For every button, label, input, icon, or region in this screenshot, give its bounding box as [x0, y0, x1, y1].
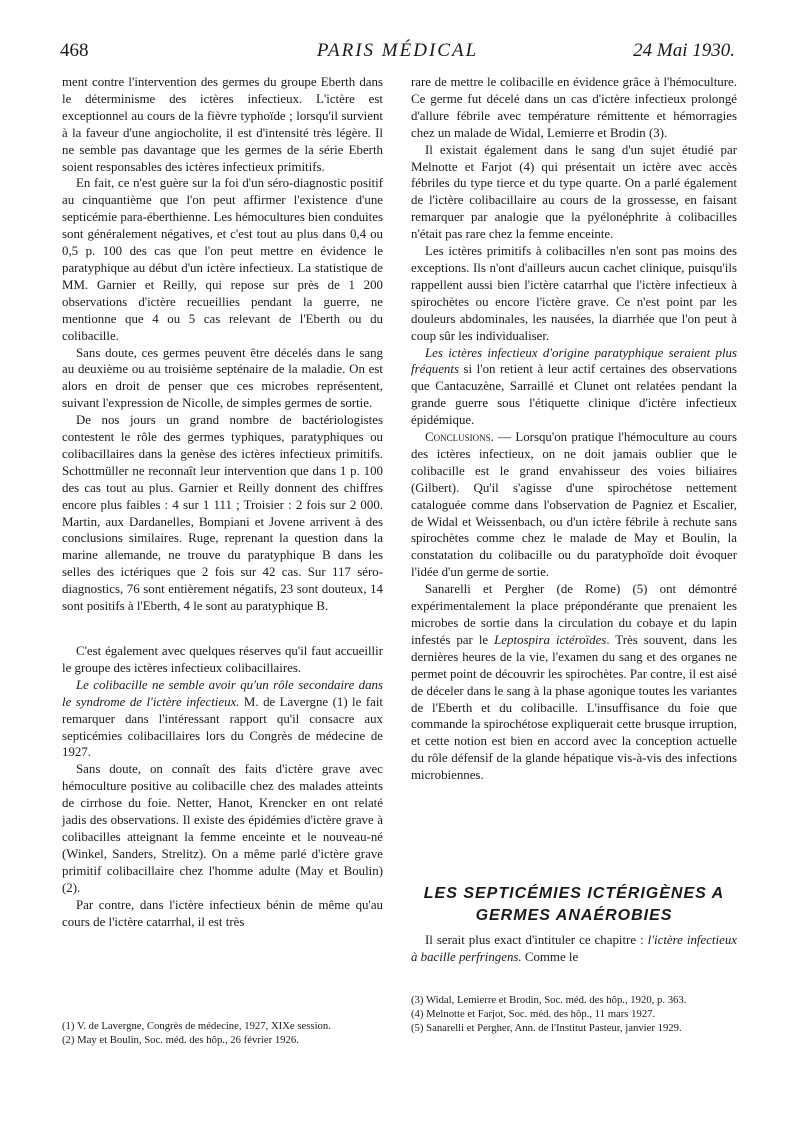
paragraph: Les ictères primitifs à colibacilles n'en sont pas moins des exceptions. Ils n'ont d'ailleurs aucun cachet clinique, puisqu'ils rappellent aussi bien l'ictère catarrhal que l'ictère infectieux à spirochètes ou encore l'ictère grave. Ce n'est point par les douleurs abdominales, les nausées, la diarrhée que l'on peut à coup sûr les individualiser. [411, 244, 737, 343]
paragraph-rest: M. de Lavergne (1) le fait remarquer dans l'intéressant rapport qu'il consacre aux septicémies colibacillaires lors du Congrès de médecine de 1927. [62, 694, 383, 760]
paragraph: Sans doute, on connaît des faits d'ictère grave avec hémoculture positive au colibacille chez des malades atteints de cirrhose du foie. Netter, Hanot, Krencker en ont relaté jadis des observations. Il existe des épidémies d'ictère grave à colibacilles atteignant la femme enceinte et le nouveau-né (Winkel, Sanders, Strelitz). On a même parlé d'ictère grave primitif colibacillaire chez l'homme adulte (May et Boulin) (2). [62, 762, 383, 895]
paragraph-rest: — Lorsqu'on pratique l'hémoculture au cours des ictères infectieux, on ne doit jamais oublier que le colibacille est le grand envahisseur des voies biliaires (Gilbert). Qu'il s'agisse d'une spirochétose nettement cataloguée comme dans l'observation de Pagniez et Escalier, de Widal et Weissenbach, ou d'un ictère fébrile à rechute sans spirochètes comme chez le malade de May et Boulin, la constatation du colibacille ou du paratyphoïde doit évoquer l'idée d'un germe de sortie. [411, 430, 737, 580]
emphasis: Le colibacille ne semble avoir qu'un rôle secondaire dans le syndrome de l'ictère infectieux. [62, 677, 383, 709]
footnote: (5) Sanarelli et Pergher, Ann. de l'Institut Pasteur, janvier 1929. [411, 1022, 682, 1034]
footnote: (4) Melnotte et Farjot, Soc. méd. des hôp., 11 mars 1927. [411, 1008, 656, 1020]
paragraph: Il existait également dans le sang d'un sujet étudié par Melnotte et Farjot (4) qui présentait un ictère avec accès fébriles du type tierce et du type quarte. On a parlé également de l'ictère colibacillaire au cours de la grossesse, en faisant remarquer par analogie que la pyélonéphrite à colibacilles n'était pas rare chez la femme enceinte. [411, 142, 737, 242]
section-heading: LES SEPTICÉMIES ICTÉRIGÈNES A GERMES ANAÉROBIES [423, 885, 725, 924]
journal-title: PARIS MÉDICAL [316, 40, 479, 61]
paragraph: rare de mettre le colibacille en évidence grâce à l'hémoculture. Ce germe fut décelé dans un cas d'ictère infectieux prolongé d'allure fébrile avec température rémittente et hémorragies chez un malade de Widal, Lemierre et Brodin (3). [411, 75, 737, 140]
paragraph-start: Sanarelli et Pergher (de Rome) (5) ont démontré expérimentalement la place prépondérante que prenaient les microbes de sortie dans la circulation du cobaye et du lapin infestés par le [411, 582, 737, 647]
page-number: 468 [60, 40, 89, 61]
footnote: (3) Widal, Lemierre et Brodin, Soc. méd. des hôp., 1920, p. 363. [411, 994, 687, 1006]
paragraph-rest: si l'on retient à leur actif certaines des observations que Cantacuzène, Sarraillé et Clunet ont relatées pendant la grande guerre sous l'étiquette clinique d'ictère infectieux épidémique. [411, 362, 737, 428]
paragraph: Par contre, dans l'ictère infectieux bénin de même qu'au cours de l'ictère catarrhal, il est très [62, 897, 383, 929]
section-text [411, 932, 737, 966]
paragraph: Sans doute, ces germes peuvent être décelés dans le sang au deuxième ou au troisième septénaire de la maladie. On est alors en droit de penser que ces microbes représentent, suivant l'expression de Nicolle, de simples germes de sortie. [62, 345, 383, 411]
paragraph-rest: . Très souvent, dans les dernières heures de la vie, l'examen du sang et des organes ne permet point de découvrir les spirochètes. Par contre, il est aisé de déceler dans le sang à la phase agonique toutes les variantes de l'Eberth et du colibacille. L'insuffisance du foie que commande la spirochétose expliquerait cette brusque irruption, et cette notion est bien en accord avec la conception actuelle du rôle défensif de la glande hépatique vis-à-vis des infections microbiennes. [411, 632, 737, 783]
paragraph [411, 932, 737, 966]
paragraph-rest: Comme le [521, 949, 579, 964]
paragraph: ment contre l'intervention des germes du groupe Eberth dans le déterminisme des ictères infectieux. L'ictère est exceptionnel au cours de la fièvre typhoïde ; lorsqu'il survient à la faveur d'une angiocholite, il est d'intensité très légère. Il ne semble pas davantage que les germes de la série Eberth soient responsables des ictères infectieux primitifs. [62, 75, 383, 174]
left-column [62, 74, 383, 930]
page-header [60, 40, 735, 68]
footnote: (2) May et Boulin, Soc. méd. des hôp., 26 février 1926. [62, 1034, 299, 1046]
footnote: (1) V. de Lavergne, Congrès de médecine, 1927, XIXe session. [62, 1020, 331, 1032]
emphasis: l'ictère infectieux à bacille perfringens. [411, 933, 737, 964]
issue-date: 24 Mai 1930. [633, 40, 735, 61]
paragraph: C'est également avec quelques réserves qu'il faut accueillir le groupe des ictères infectieux colibacillaires. [62, 644, 383, 675]
paragraph [411, 429, 737, 581]
emphasis: Leptospira ictéroïdes [494, 632, 607, 647]
footnotes-right [411, 993, 737, 1035]
paragraph: De nos jours un grand nombre de bactériologistes contestent le rôle des germes typhiques, paratyphiques ou colibacillaires dans la genèse des ictères infectieux primitifs. Schottmüller ne reconnaît leur intervention que dans 1 p. 100 des cas tout au plus. Garnier et Reilly donnent des chiffres encore plus faibles : 4 sur 1 111 ; Troisier : 2 fois sur 2 000. Martin, aux Dardanelles, Bompiani et Jovene arrivent à des conclusions similaires. Ruge, reprenant la question dans la marine allemande, ne trouve du paratyphique B dans les selles des ictériques que 2 fois sur 42 cas. Sur 117 séro-diagnostics, 76 sont entièrement négatifs, 23 sont douteux, 14 sont positifs à l'Eberth, 4 le sont au paratyphique B. [62, 413, 383, 614]
footnotes-left [62, 1019, 383, 1047]
paragraph [62, 677, 383, 762]
emphasis: Les ictères infectieux d'origine paratyphique seraient plus fréquents [411, 345, 737, 377]
paragraph [411, 345, 737, 430]
paragraph-start: Il serait plus exact d'intituler ce chapitre : [425, 933, 648, 947]
right-column [411, 74, 737, 784]
conclusions-label: Conclusions. [425, 430, 494, 445]
paragraph [411, 581, 737, 784]
paragraph: En fait, ce n'est guère sur la foi d'un séro-diagnostic positif au cinquantième que l'on peut affirmer l'existence d'une septicémie para-éberthienne. Les hémocultures bien conduites sont généralement négatives, et c'est tout au plus dans 0,4 ou 0,5 p. 100 des cas que l'on peut mettre en évidence le paratyphique au début d'un ictère infectieux. La statistique de MM. Garnier et Reilly, qui repose sur près de 1 200 observations d'ictère recueillies pendant la guerre, ne mentionne que 4 ou 5 cas relevant de l'Eberth ou du colibacille. [62, 176, 383, 343]
